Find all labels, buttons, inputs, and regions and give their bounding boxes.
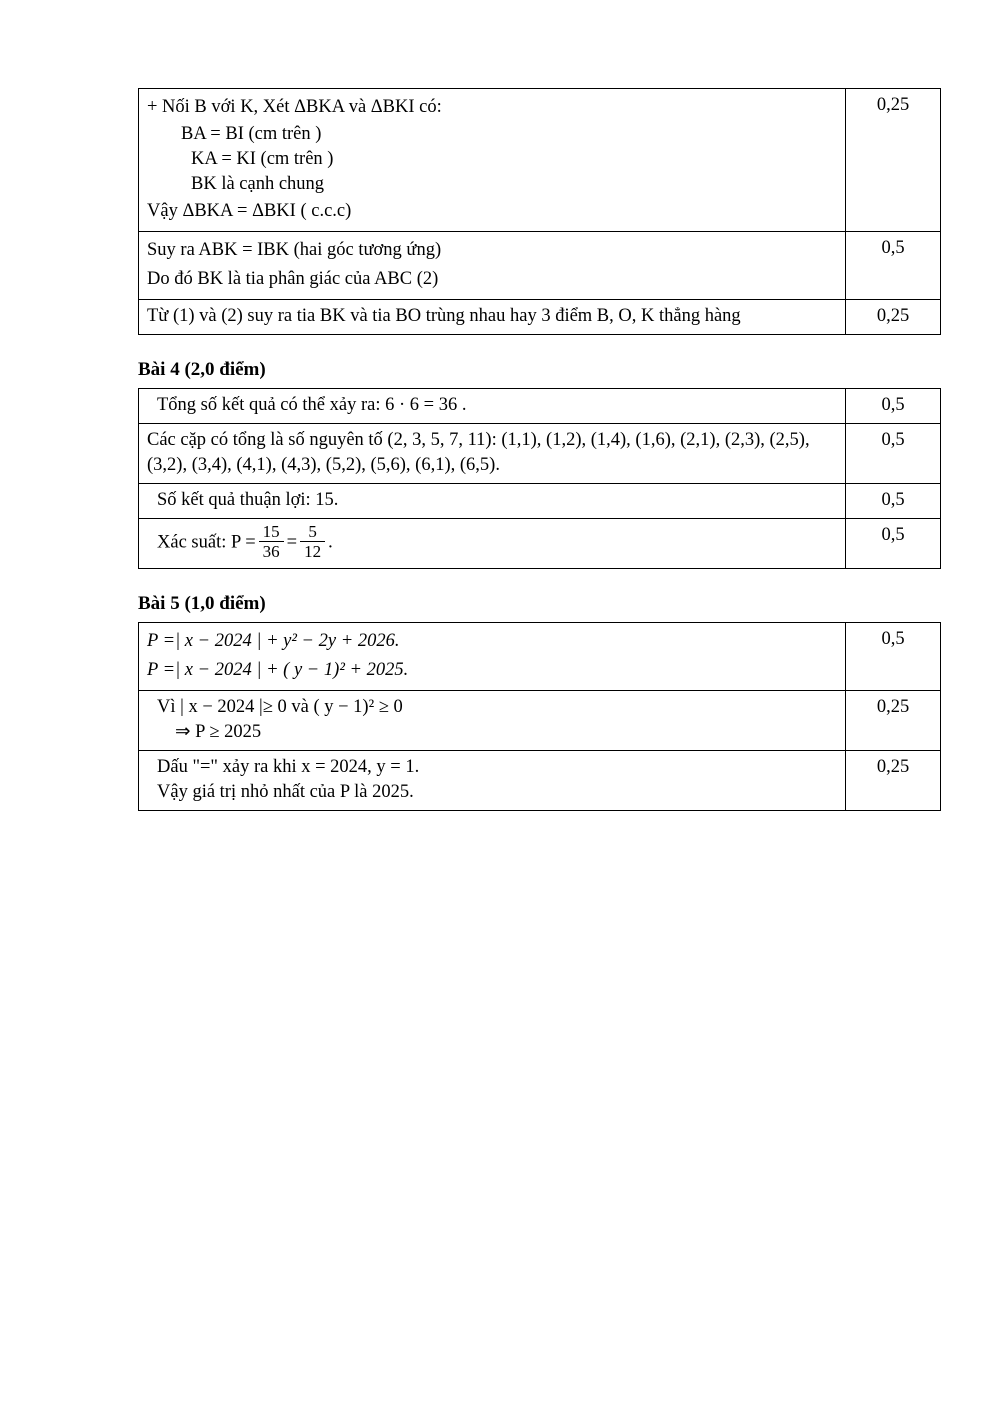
table-row	[139, 388, 941, 423]
answer-line: KA = KI (cm trên )	[191, 148, 334, 169]
score-cell: 0,25	[846, 89, 941, 232]
answer-line: P =| x − 2024 | + y² − 2y + 2026.	[147, 630, 400, 651]
table-row	[139, 750, 941, 810]
answer-line: + Nối B với K, Xét ΔBKA và ΔBKI có:	[147, 97, 442, 117]
answer-line: BK là cạnh chung	[191, 173, 325, 194]
answer-line: Tổng số kết quả có thể xảy ra: 6 · 6 = 36 .	[157, 394, 467, 415]
score-cell: 0,5	[846, 518, 941, 568]
answer-cell	[139, 518, 846, 568]
score-cell: 0,5	[846, 483, 941, 518]
answer-cell	[139, 89, 846, 232]
period: .	[328, 531, 333, 552]
table-row	[139, 89, 941, 232]
table-row	[139, 299, 941, 334]
answer-line: P =| x − 2024 | + ( y − 1)² + 2025.	[147, 659, 409, 680]
section-title-bai5: Bài 5 (1,0 điểm)	[138, 592, 266, 614]
answer-line: Dấu "=" xảy ra khi x = 2024, y = 1.	[157, 756, 420, 777]
score-cell: 0,25	[846, 299, 941, 334]
answer-line: Số kết quả thuận lợi: 15.	[157, 489, 339, 510]
equals-sign: =	[286, 531, 298, 552]
table-row	[139, 423, 941, 483]
answer-cell	[139, 483, 846, 518]
fraction-numerator: 15	[262, 521, 280, 541]
score-cell: 0,25	[846, 750, 941, 810]
section-title-bai4: Bài 4 (2,0 điểm)	[138, 358, 266, 380]
answer-line: Suy ra ABK = IBK (hai góc tương ứng)	[147, 239, 442, 260]
probability-expression	[147, 523, 837, 563]
answer-line: ⇒ P ≥ 2025	[175, 721, 262, 742]
answer-cell	[139, 231, 846, 299]
answer-cell	[139, 750, 846, 810]
answer-cell	[139, 690, 846, 750]
table-row	[139, 231, 941, 299]
score-cell: 0,5	[846, 231, 941, 299]
table-row	[139, 483, 941, 518]
table-row	[139, 622, 941, 690]
fraction-denominator: 12	[300, 541, 325, 562]
answer-table-bai3	[138, 88, 941, 335]
score-cell: 0,5	[846, 622, 941, 690]
answer-line: Vậy giá trị nhỏ nhất của P là 2025.	[157, 781, 414, 802]
fraction-numerator: 5	[308, 521, 317, 541]
answer-cell: Từ (1) và (2) suy ra tia BK và tia BO trùng nhau hay 3 điểm B, O, K thẳng hàng	[139, 299, 846, 334]
answer-table-bai4	[138, 388, 941, 569]
answer-line: Do đó BK là tia phân giác của ABC (2)	[147, 268, 439, 289]
answer-line: Xác suất: P =	[157, 531, 256, 552]
answer-line: Vì | x − 2024 |≥ 0 và ( y − 1)² ≥ 0	[157, 696, 403, 717]
score-cell: 0,5	[846, 423, 941, 483]
score-cell: 0,5	[846, 388, 941, 423]
fraction-denominator: 36	[259, 541, 284, 562]
fraction-5-12	[300, 522, 325, 562]
answer-cell	[139, 388, 846, 423]
answer-line: BA = BI (cm trên )	[181, 123, 322, 144]
answer-cell	[139, 622, 846, 690]
answer-cell: Các cặp có tổng là số nguyên tố (2, 3, 5, 7, 11): (1,1), (1,2), (1,4), (1,6), (2,1), (2,3), (2,5), (3,2), (3,4), (4,1), (4,3), (5,2), (5,6), (6,1), (6,5).	[139, 423, 846, 483]
table-row	[139, 518, 941, 568]
answer-line: Vậy ΔBKA = ΔBKI ( c.c.c)	[147, 200, 352, 221]
page-blank-area	[138, 811, 902, 1331]
score-cell: 0,25	[846, 690, 941, 750]
answer-table-bai5	[138, 622, 941, 811]
fraction-15-36	[259, 522, 284, 562]
table-row	[139, 690, 941, 750]
